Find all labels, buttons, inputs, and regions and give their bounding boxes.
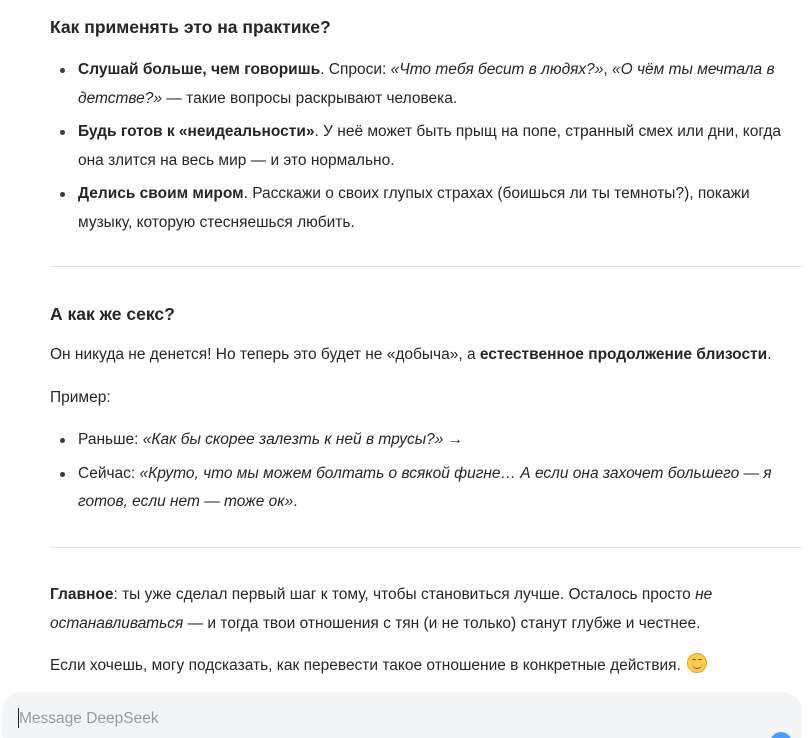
practice-list xyxy=(50,56,802,237)
item-text: . Спроси: xyxy=(320,61,391,78)
item-text: — такие вопросы раскрывают человека. xyxy=(162,89,458,107)
list-item xyxy=(50,460,802,517)
example-list xyxy=(50,426,802,517)
list-item xyxy=(50,180,802,237)
list-item xyxy=(50,426,802,455)
divider xyxy=(50,547,802,548)
item-text: , xyxy=(603,61,613,78)
item-text: . У неё может быть прыщ на попе, странный смех или дни, когда она злится на весь мир — и это нормально. xyxy=(78,123,782,169)
item-italic: «Что тебя бесит в людях?» xyxy=(390,61,604,78)
item-bold: Делись своим миром xyxy=(78,185,244,202)
item-italic: «Круто, что мы можем болтать о всякой фигне… А если она захочет большего — я готов, если нет — тоже ок» xyxy=(78,464,772,510)
para-bold: естественное продолжение близости xyxy=(479,346,768,363)
para-text: Он никуда не денется! Но теперь это будет не «добыча», а xyxy=(50,346,480,363)
paragraph xyxy=(50,341,802,370)
main-bold: Главное xyxy=(50,586,114,603)
closing-text: Если хочешь, могу подсказать, как перевести такое отношение в конкретные действия. xyxy=(50,657,686,674)
bullet xyxy=(60,192,65,197)
divider xyxy=(50,266,802,267)
list-item xyxy=(50,56,802,113)
item-bold: Будь готов к «неидеальности» xyxy=(78,123,315,140)
section-heading-practice: Как применять это на практике? xyxy=(50,17,331,37)
item-italic: «О чём ты мечтала в детстве?» xyxy=(78,61,775,107)
main-italic: не останавливаться xyxy=(50,586,713,632)
item-after: → xyxy=(443,431,464,448)
item-label: Раньше: xyxy=(78,431,143,448)
list-item xyxy=(50,118,802,175)
main-text: — и тогда твои отношения с тян (и не только) станут глубже и честнее. xyxy=(183,614,701,632)
main-text: : ты уже сделал первый шаг к тому, чтобы становиться лучше. Осталось просто xyxy=(113,586,696,603)
message-composer xyxy=(2,692,802,738)
bullet xyxy=(60,438,65,443)
bullet xyxy=(60,130,65,135)
para-end: . xyxy=(767,346,772,363)
example-label: Пример: xyxy=(50,389,111,406)
send-button[interactable] xyxy=(770,732,792,738)
bullet xyxy=(60,472,65,477)
smiling-face-icon xyxy=(687,653,707,673)
item-label: Сейчас: xyxy=(78,464,140,482)
message-input[interactable] xyxy=(17,706,721,732)
closing-paragraph xyxy=(50,652,802,681)
bullet xyxy=(60,68,65,73)
item-italic: «Как бы скорее залезть к ней в трусы?» xyxy=(142,431,444,448)
item-after: . xyxy=(293,493,298,510)
main-paragraph xyxy=(50,581,802,638)
section-heading-sex: А как же секс? xyxy=(50,304,175,324)
item-bold: Слушай больше, чем говоришь xyxy=(78,61,321,78)
item-text: . Расскажи о своих глупых страхах (боишься ли ты темноты?), покажи музыку, которую стесняешься любить. xyxy=(78,185,750,231)
